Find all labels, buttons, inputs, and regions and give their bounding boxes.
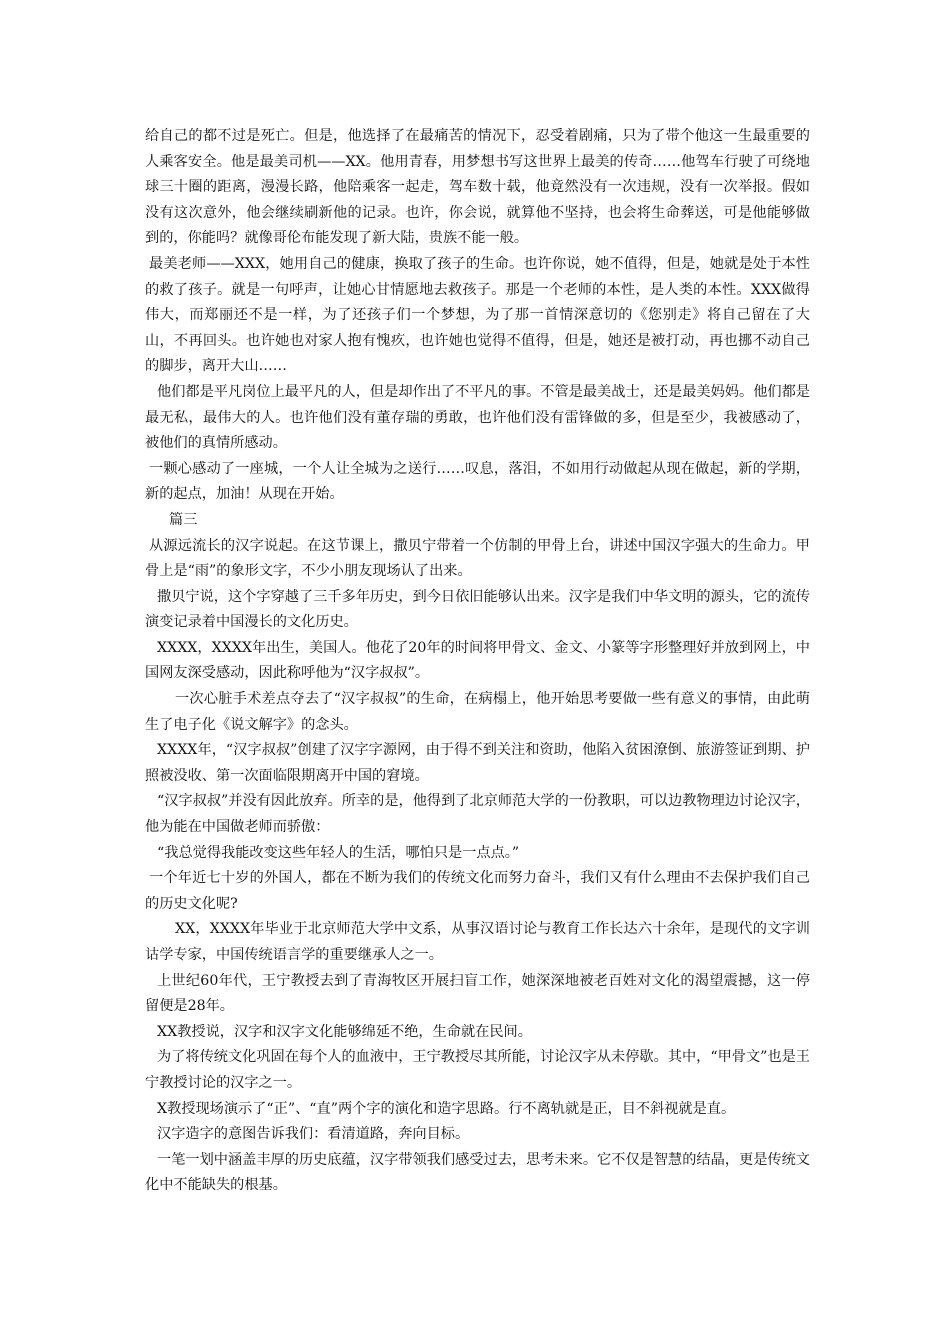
paragraph-zheng-zhi: X教授现场演示了“正”、“直”两个字的演化和造字思路。行不离轨就是正，目不斜视就是直。 xyxy=(157,1100,736,1117)
paragraph-character-intent: 汉字造字的意图告诉我们：看清道路，奔向目标。 xyxy=(157,1126,470,1143)
section-heading-part-three: 篇三 xyxy=(169,511,198,528)
paragraph-professor-bio: XX，XXXX年毕业于北京师范大学中文系，从事汉语讨论与教育工作长达六十余年，是现代的文字训诂学专家，中国传统语言学的重要继承人之一。 xyxy=(145,921,810,963)
paragraph-quote: “我总觉得我能改变这些年轻人的生活，哪怕只是一点点。” xyxy=(157,844,520,861)
paragraph-chinese-characters-intro: 从源远流长的汉字说起。在这节课上，撒贝宁带着一个仿制的甲骨上台，讲述中国汉字强大的生命力。甲骨上是“雨”的象形文字，不少小朋友现场认了出来。 xyxy=(145,537,810,580)
paragraph-foreigner: 一个年近七十岁的外国人，都在不断为我们的传统文化而努力奋斗，我们又有什么理由不去保护我们自己的历史文化呢? xyxy=(145,870,810,912)
paragraph-last-driver: 给自己的都不过是死亡。但是，他选择了在最痛苦的情况下，忍受着剧痛，只为了带个他这一生最重要的人乘客安全。他是最美司机——XX。他用青春，用梦想书写这世界上最美的传奇……他驾车行驶了可绕地球三十圈的距离，漫漫长路，他陪乘客一起走，驾车数十载，他竟然没有一次违规，没有一次举报。假如没有这次意外，他会继续刷新他的记录。也许，你会说，就算他不坚持，也会将生命葬送，可是他能够做到的，你能吗？就像哥伦布能发现了新大陆，贵族不能一般。 xyxy=(145,128,810,247)
paragraph-oracle-bones: 为了将传统文化巩固在每个人的血液中，王宁教授尽其所能，讨论汉字从未停歇。其中，“甲骨文”也是王宁教授讨论的汉字之一。 xyxy=(145,1049,810,1091)
paragraph-sa-beining: 撒贝宁说，这个字穿越了三千多年历史，到今日依旧能够认出来。汉字是我们中华文明的源头，它的流传演变记录着中国漫长的文化历史。 xyxy=(145,588,810,631)
paragraph-did-not-give-up: “汉字叔叔”并没有因此放弃。所幸的是，他得到了北京师范大学的一份教职，可以边教物理边讨论汉字，他为能在中国做老师而骄傲： xyxy=(145,793,810,836)
paragraph-life-among-people: XX教授说，汉字和汉字文化能够绵延不绝，生命就在民间。 xyxy=(157,1023,532,1040)
paragraph-conclusion: 一笔一划中涵盖丰厚的历史底蕴，汉字带领我们感受过去，思考未来。它不仅是智慧的结晶，更是传统文化中不能缺失的根基。 xyxy=(145,1151,810,1194)
paragraph-best-teacher: 最美老师——XXX，她用自己的健康，换取了孩子的生命。也许你说，她不值得，但是，她就是处于本性的救了孩子。就是一句呼声，让她心甘情愿地去救孩子。那是一个老师的本性，是人类的本性。XXX做得伟大，而郑丽还不是一样，为了还孩子们一个梦想，为了那一首情深意切的《您别走》将自己留在了大山，不再回头。也许她也对家人抱有愧疚，也许她也觉得不值得，但是，她还是被打动，再也挪不动自己的脚步，离开大山…… xyxy=(145,255,810,375)
paragraph-ordinary-heroes: 他们都是平凡岗位上最平凡的人，但是却作出了不平凡的事。不管是最美战士，还是最美妈妈。他们都是最无私，最伟大的人。也许他们没有董存瑞的勇敢，也许他们没有雷锋做的多，但是至少，我被感动了，被他们的真情所感动。 xyxy=(145,383,810,452)
paragraph-one-heart: 一颗心感动了一座城，一个人让全城为之送行……叹息，落泪，不如用行动做起从现在做起，新的学期，新的起点，加油！从现在开始。 xyxy=(145,460,810,503)
paragraph-hanzi-website: XXXX年，“汉字叔叔”创建了汉字字源网，由于得不到关注和资助，他陷入贫困潦倒、旅游签证到期、护照被没收、第一次面临限期离开中国的窘境。 xyxy=(145,742,810,784)
paragraph-heart-surgery: 一次心脏手术差点夺去了“汉字叔叔”的生命，在病榻上，他开始思考要做一些有意义的事情，由此萌生了电子化《说文解字》的念头。 xyxy=(145,691,810,733)
paragraph-qinghai: 上世纪60年代，王宁教授去到了青海牧区开展扫盲工作，她深深地被老百姓对文化的渴望震撼，这一停留便是28年。 xyxy=(145,972,810,1015)
document-page xyxy=(145,124,810,1199)
paragraph-uncle-hanzi-intro: XXXX，XXXX年出生，美国人。他花了20年的时间将甲骨文、金文、小篆等字形整理好并放到网上，中国网友深受感动，因此称呼他为“汉字叔叔”。 xyxy=(145,639,810,682)
